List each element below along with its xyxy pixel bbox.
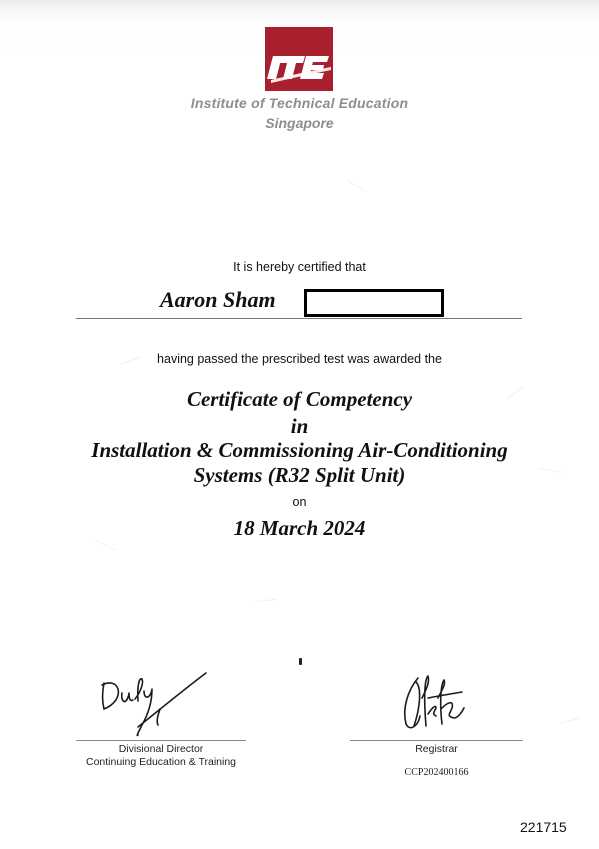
ink-speck (299, 658, 302, 665)
in-word: in (290, 414, 309, 438)
course-name-line-2: Systems (R32 Split Unit) (193, 463, 406, 487)
certificate-serial: CCP202400166 (404, 767, 469, 778)
registrar-title: Registrar (415, 743, 458, 755)
recipient-row (0, 287, 599, 317)
redaction-box (304, 289, 444, 317)
paper-fiber (255, 598, 277, 602)
paper-fiber (560, 717, 582, 724)
course-name-line-1: Installation & Commissioning Air-Conditioning (91, 438, 508, 462)
document-number: 221715 (520, 819, 567, 835)
institute-name: Institute of Technical Education (190, 95, 409, 111)
director-title: Divisional Director (118, 743, 204, 755)
institute-country: Singapore (265, 115, 334, 131)
ite-logo (265, 27, 333, 91)
registrar-signature (398, 668, 468, 738)
certification-intro: It is hereby certified that (233, 260, 366, 274)
on-word: on (292, 495, 307, 509)
director-signature-line (76, 740, 246, 741)
registrar-signature-line (350, 740, 523, 741)
paper-fiber (96, 540, 116, 550)
certificate-title: Certificate of Competency (186, 387, 413, 411)
ite-logo-icon (265, 27, 333, 91)
paper-fiber (346, 180, 366, 192)
passed-statement: having passed the prescribed test was awarded the (157, 352, 442, 366)
director-department: Continuing Education & Training (85, 756, 236, 768)
recipient-underline (76, 318, 522, 319)
recipient-name: Aaron Sham (160, 287, 276, 312)
director-signature (98, 665, 213, 745)
award-date: 18 March 2024 (233, 516, 366, 540)
